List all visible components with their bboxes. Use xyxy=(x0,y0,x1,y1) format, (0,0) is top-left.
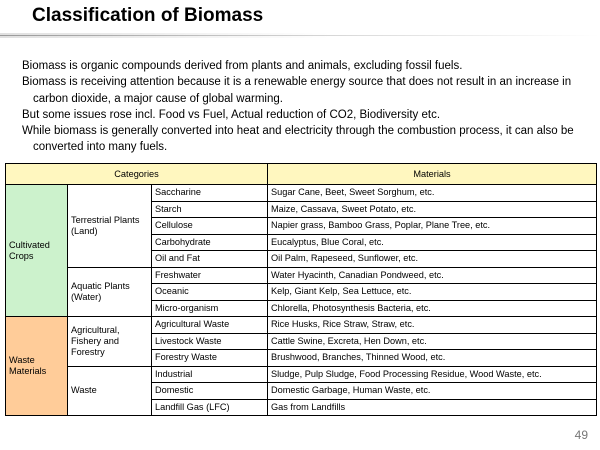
subcategory-agri-fishery-forestry: Agricultural, Fishery and Forestry xyxy=(68,317,152,367)
type-cell: Domestic xyxy=(152,383,268,400)
table-header-row xyxy=(6,164,597,185)
title-divider xyxy=(0,33,600,38)
materials-cell: Napier grass, Bamboo Grass, Poplar, Plane Tree, etc. xyxy=(268,218,597,235)
table-row xyxy=(6,267,597,284)
materials-cell: Kelp, Giant Kelp, Sea Lettuce, etc. xyxy=(268,284,597,301)
materials-cell: Eucalyptus, Blue Coral, etc. xyxy=(268,234,597,251)
materials-cell: Domestic Garbage, Human Waste, etc. xyxy=(268,383,597,400)
type-cell: Cellulose xyxy=(152,218,268,235)
materials-cell: Water Hyacinth, Canadian Pondweed, etc. xyxy=(268,267,597,284)
table-row xyxy=(6,317,597,334)
materials-cell: Chlorella, Photosynthesis Bacteria, etc. xyxy=(268,300,597,317)
table-row xyxy=(6,366,597,383)
type-cell: Freshwater xyxy=(152,267,268,284)
materials-cell: Gas from Landfills xyxy=(268,399,597,416)
header-categories: Categories xyxy=(6,164,268,185)
intro-paragraph: Biomass is organic compounds derived from plants and animals, excluding fossil fuels. xyxy=(22,60,463,72)
type-cell: Oil and Fat xyxy=(152,251,268,268)
materials-cell: Oil Palm, Rapeseed, Sunflower, etc. xyxy=(268,251,597,268)
category-waste-materials: Waste Materials xyxy=(6,317,68,416)
subcategory-terrestrial-plants: Terrestrial Plants (Land) xyxy=(68,185,152,268)
type-cell: Livestock Waste xyxy=(152,333,268,350)
slide-title: Classification of Biomass xyxy=(32,5,264,26)
intro-paragraph: While biomass is generally converted into heat and electricity through the combustion process, it can also be converted into many fuels. xyxy=(22,125,574,154)
subcategory-waste: Waste xyxy=(68,366,152,416)
materials-cell: Rice Husks, Rice Straw, Straw, etc. xyxy=(268,317,597,334)
intro-text xyxy=(22,58,592,156)
materials-cell: Brushwood, Branches, Thinned Wood, etc. xyxy=(268,350,597,367)
type-cell: Starch xyxy=(152,201,268,218)
page-number: 49 xyxy=(574,428,588,442)
type-cell: Agricultural Waste xyxy=(152,317,268,334)
classification-table xyxy=(5,163,597,416)
materials-cell: Cattle Swine, Excreta, Hen Down, etc. xyxy=(268,333,597,350)
type-cell: Industrial xyxy=(152,366,268,383)
type-cell: Landfill Gas (LFC) xyxy=(152,399,268,416)
type-cell: Micro-organism xyxy=(152,300,268,317)
subcategory-aquatic-plants: Aquatic Plants (Water) xyxy=(68,267,152,317)
category-cultivated-crops: Cultivated Crops xyxy=(6,185,68,317)
materials-cell: Sludge, Pulp Sludge, Food Processing Residue, Wood Waste, etc. xyxy=(268,366,597,383)
intro-paragraph: Biomass is receiving attention because it is a renewable energy source that does not result in an increase in carbon dioxide, a major cause of global warming. xyxy=(22,76,572,105)
table-row xyxy=(6,185,597,202)
header-materials: Materials xyxy=(268,164,597,185)
type-cell: Carbohydrate xyxy=(152,234,268,251)
type-cell: Forestry Waste xyxy=(152,350,268,367)
materials-cell: Sugar Cane, Beet, Sweet Sorghum, etc. xyxy=(268,185,597,202)
type-cell: Oceanic xyxy=(152,284,268,301)
type-cell: Saccharine xyxy=(152,185,268,202)
materials-cell: Maize, Cassava, Sweet Potato, etc. xyxy=(268,201,597,218)
intro-paragraph: But some issues rose incl. Food vs Fuel, Actual reduction of CO2, Biodiversity etc. xyxy=(22,108,441,121)
